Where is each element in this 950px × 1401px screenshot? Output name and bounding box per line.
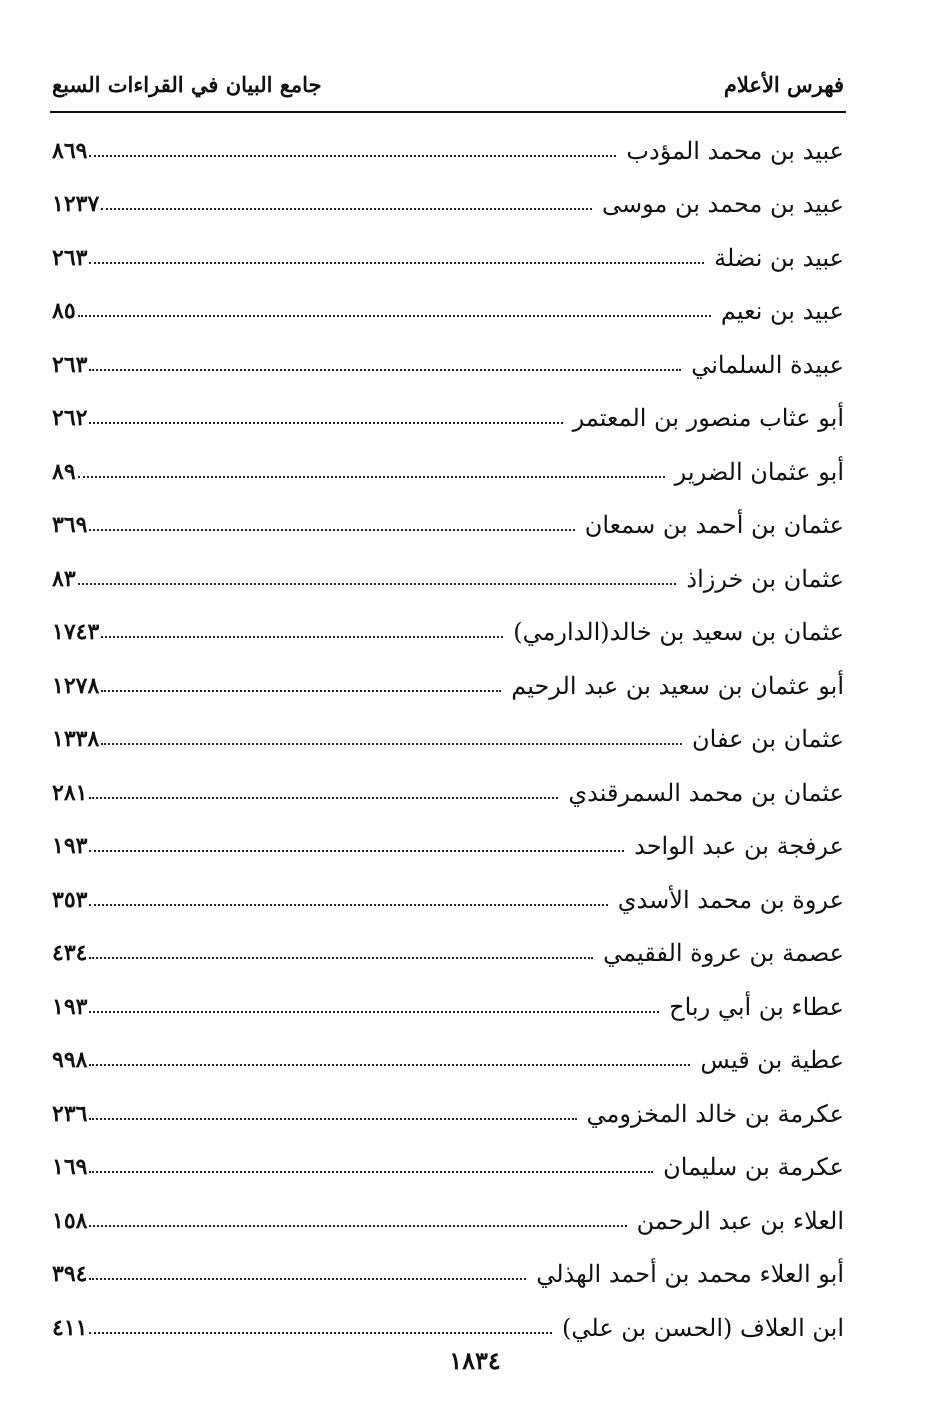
index-entry	[52, 1141, 844, 1195]
dot-leader	[101, 743, 682, 745]
entry-name: عبيدة السلماني	[691, 350, 844, 379]
dot-leader	[89, 369, 681, 371]
entry-name: أبو العلاء محمد بن أحمد الهذلي	[536, 1260, 844, 1289]
dot-leader	[89, 797, 558, 799]
index-entry	[52, 927, 844, 981]
index-entry	[52, 1248, 844, 1302]
index-entry	[52, 659, 844, 713]
entry-name: عثمان بن أحمد بن سمعان	[584, 511, 844, 540]
entry-name: عثمان بن عفان	[692, 725, 844, 754]
dot-leader	[89, 422, 562, 424]
entry-name: عطاء بن أبي رباح	[669, 992, 844, 1021]
entry-page-number: ١٢٧٨	[52, 672, 100, 699]
entry-name: عثمان بن خرزاذ	[686, 564, 844, 593]
index-entry	[52, 1194, 844, 1248]
index-entry	[52, 980, 844, 1034]
dot-leader	[89, 1011, 659, 1013]
index-entry	[52, 606, 844, 660]
dot-leader	[89, 1171, 653, 1173]
index-entries-list	[52, 124, 844, 1355]
page-number: ١٨٣٤	[449, 1346, 501, 1375]
entry-page-number: ٣٥٣	[52, 886, 88, 913]
entry-name: عكرمة بن خالد المخزومي	[586, 1099, 844, 1128]
entry-page-number: ١٦٩	[52, 1154, 88, 1181]
entry-page-number: ٢٣٦	[52, 1100, 88, 1127]
entry-page-number: ٨٩	[52, 458, 76, 485]
entry-name: ابن العلاف (الحسن بن علي)	[562, 1313, 844, 1342]
dot-leader	[89, 529, 574, 531]
entry-name: عكرمة بن سليمان	[663, 1153, 844, 1182]
dot-leader	[78, 476, 665, 478]
entry-page-number: ٤١١	[52, 1314, 88, 1341]
entry-name: عثمان بن محمد السمرقندي	[568, 778, 844, 807]
entry-page-number: ٤٣٤	[52, 940, 88, 967]
entry-page-number: ٨٦٩	[52, 137, 88, 164]
dot-leader	[101, 636, 503, 638]
running-header	[52, 70, 844, 110]
dot-leader	[89, 1332, 552, 1334]
dot-leader	[78, 315, 711, 317]
dot-leader	[89, 957, 593, 959]
entry-page-number: ١٣٣٨	[52, 726, 100, 753]
index-entry	[52, 1034, 844, 1088]
entry-page-number: ٢٦٣	[52, 351, 88, 378]
entry-name: أبو عثاب منصور بن المعتمر	[572, 404, 844, 433]
section-title: فهرس الأعلام	[723, 72, 844, 97]
entry-page-number: ٨٥	[52, 298, 76, 325]
index-entry	[52, 499, 844, 553]
index-entry	[52, 1087, 844, 1141]
entry-page-number: ٨٣	[52, 565, 76, 592]
index-entry	[52, 178, 844, 232]
entry-page-number: ١٩٣	[52, 833, 88, 860]
entry-page-number: ١٧٤٣	[52, 619, 100, 646]
index-entry	[52, 124, 844, 178]
entry-page-number: ١٢٣٧	[52, 191, 100, 218]
dot-leader	[101, 208, 592, 210]
entry-page-number: ١٥٨	[52, 1207, 88, 1234]
index-entry	[52, 338, 844, 392]
entry-page-number: ٣٦٩	[52, 512, 88, 539]
entry-page-number: ٢٦٣	[52, 244, 88, 271]
dot-leader	[89, 1225, 626, 1227]
index-entry	[52, 285, 844, 339]
entry-name: عطية بن قيس	[700, 1046, 844, 1075]
dot-leader	[78, 583, 677, 585]
entry-name: عثمان بن سعيد بن خالد(الدارمي)	[513, 618, 844, 647]
index-entry	[52, 766, 844, 820]
entry-name: عبيد بن نعيم	[720, 297, 844, 326]
entry-name: عبيد بن نضلة	[714, 243, 844, 272]
dot-leader	[89, 1278, 526, 1280]
entry-page-number: ١٩٣	[52, 993, 88, 1020]
index-entry	[52, 713, 844, 767]
dot-leader	[89, 850, 624, 852]
index-entry	[52, 820, 844, 874]
entry-name: عصمة بن عروة الفقيمي	[603, 939, 844, 968]
dot-leader	[101, 690, 501, 692]
entry-page-number: ٢٨١	[52, 779, 88, 806]
entry-page-number: ٢٦٢	[52, 405, 88, 432]
entry-name: العلاء بن عبد الرحمن	[636, 1206, 844, 1235]
dot-leader	[89, 904, 607, 906]
entry-page-number: ٣٩٤	[52, 1261, 88, 1288]
index-entry	[52, 231, 844, 285]
dot-leader	[89, 1118, 576, 1120]
dot-leader	[89, 1064, 690, 1066]
entry-name: عبيد بن محمد المؤدب	[626, 136, 844, 165]
dot-leader	[89, 262, 704, 264]
index-entry	[52, 552, 844, 606]
index-entry	[52, 873, 844, 927]
index-entry	[52, 392, 844, 446]
entry-name: عروة بن محمد الأسدي	[617, 885, 844, 914]
index-entry	[52, 445, 844, 499]
entry-name: عبيد بن محمد بن موسى	[601, 190, 844, 219]
entry-name: عرفجة بن عبد الواحد	[634, 832, 844, 861]
entry-name: أبو عثمان الضرير	[674, 457, 844, 486]
header-divider	[50, 111, 846, 113]
book-title: جامع البيان في القراءات السبع	[52, 72, 322, 97]
dot-leader	[89, 155, 616, 157]
entry-page-number: ٩٩٨	[52, 1047, 88, 1074]
entry-name: أبو عثمان بن سعيد بن عبد الرحيم	[511, 671, 844, 700]
